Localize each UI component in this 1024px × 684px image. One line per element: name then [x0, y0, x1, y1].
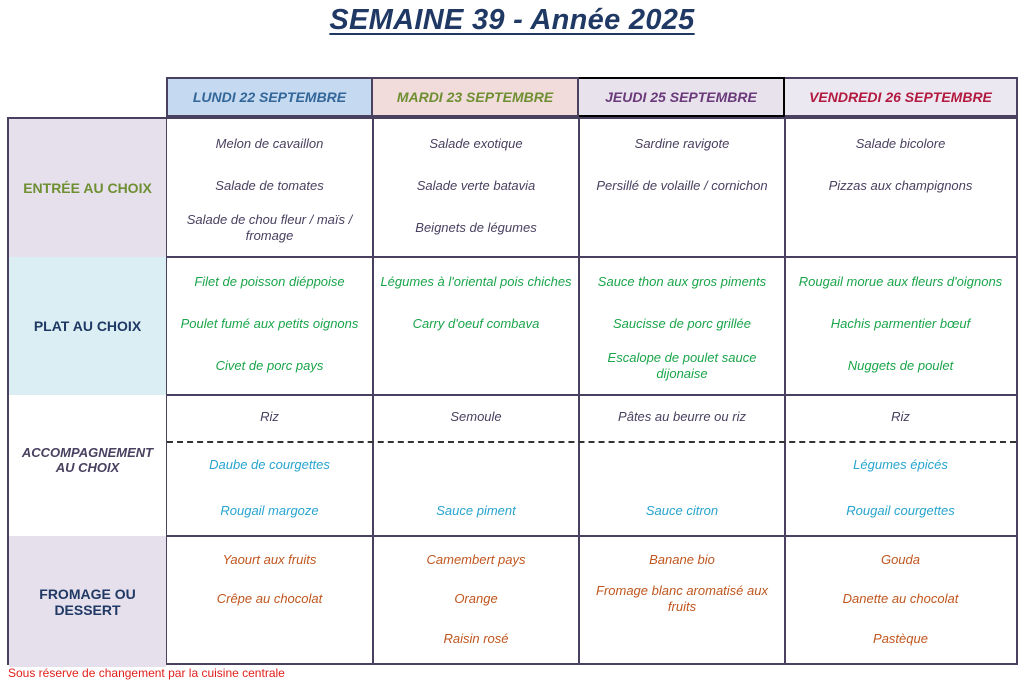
menu-item: Pizzas aux champignons: [828, 178, 973, 193]
menu-item: Sauce piment: [436, 503, 516, 518]
menu-item: Poulet fumé aux petits oignons: [180, 316, 359, 331]
menu-item: Légumes épicés: [853, 457, 948, 472]
menu-item: Pâtes au beurre ou riz: [618, 409, 746, 424]
footnote: Sous réserve de changement par la cuisine centrale: [8, 666, 285, 680]
day-header-jeudi: JEUDI 25 SEPTEMBRE: [579, 77, 785, 117]
menu-item: Fromage blanc aromatisé aux fruits: [596, 583, 768, 615]
day-header-mardi: MARDI 23 SEPTEMBRE: [373, 77, 579, 117]
menu-item: Salade verte batavia: [416, 178, 536, 193]
menu-item: Yaourt aux fruits: [222, 551, 317, 567]
menu-item: Sauce thon aux gros piments: [597, 274, 767, 289]
menu-item: Riz: [260, 409, 279, 424]
menu-item: Daube de courgettes: [209, 457, 330, 472]
menu-item: Salade exotique: [429, 136, 523, 151]
section-label-plat: PLAT AU CHOIX: [9, 257, 166, 395]
page-title: SEMAINE 39 - Année 2025: [329, 4, 695, 36]
menu-item: Rougail morue aux fleurs d'oignons: [798, 274, 1003, 289]
menu-item: Salade de chou fleur / maïs / fromage: [186, 212, 353, 243]
menu-item: Légumes à l'oriental pois chiches: [380, 274, 572, 289]
menu-item: Rougail margoze: [220, 503, 319, 518]
menu-item: Hachis parmentier bœuf: [830, 316, 971, 331]
menu-item: Carry d'oeuf combava: [412, 316, 540, 331]
menu-item: Sauce citron: [645, 503, 719, 518]
menu-item: Gouda: [880, 551, 921, 567]
day-header-lundi: LUNDI 22 SEPTEMBRE: [166, 77, 373, 117]
menu-item: Crêpe au chocolat: [216, 591, 323, 607]
menu-item: Semoule: [450, 409, 502, 424]
section-label-accompagnement: ACCOMPAGNEMENT AU CHOIX: [9, 395, 166, 536]
menu-item: Escalope de poulet sauce dijonaise: [607, 350, 757, 381]
menu-item: Salade bicolore: [855, 136, 946, 151]
menu-item: Camembert pays: [426, 551, 526, 567]
menu-item: Banane bio: [649, 551, 715, 567]
menu-item: Sardine ravigote: [634, 136, 730, 151]
menu-item: Melon de cavaillon: [215, 136, 324, 151]
accompagnement-separator: [167, 441, 1016, 443]
section-label-entree: ENTRÉE AU CHOIX: [9, 119, 166, 257]
menu-item: Persillé de volaille / cornichon: [596, 178, 768, 193]
menu-item: Civet de porc pays: [215, 358, 324, 373]
menu-item: Raisin rosé: [443, 631, 509, 647]
menu-item: Saucisse de porc grillée: [612, 316, 752, 331]
menu-item: Orange: [454, 591, 498, 607]
menu-item: Riz: [891, 409, 910, 424]
menu-item: Salade de tomates: [215, 178, 324, 193]
menu-item: Pastèque: [873, 631, 928, 647]
menu-item: Filet de poisson diéppoise: [194, 274, 345, 289]
menu-item: Danette au chocolat: [842, 591, 959, 607]
day-header-vendredi: VENDREDI 26 SEPTEMBRE: [785, 77, 1018, 117]
menu-item: Beignets de légumes: [415, 220, 537, 235]
section-label-dessert: FROMAGE OU DESSERT: [9, 536, 166, 667]
menu-table: [7, 117, 1018, 665]
menu-item: Rougail courgettes: [846, 503, 955, 518]
menu-item: Nuggets de poulet: [847, 358, 954, 373]
